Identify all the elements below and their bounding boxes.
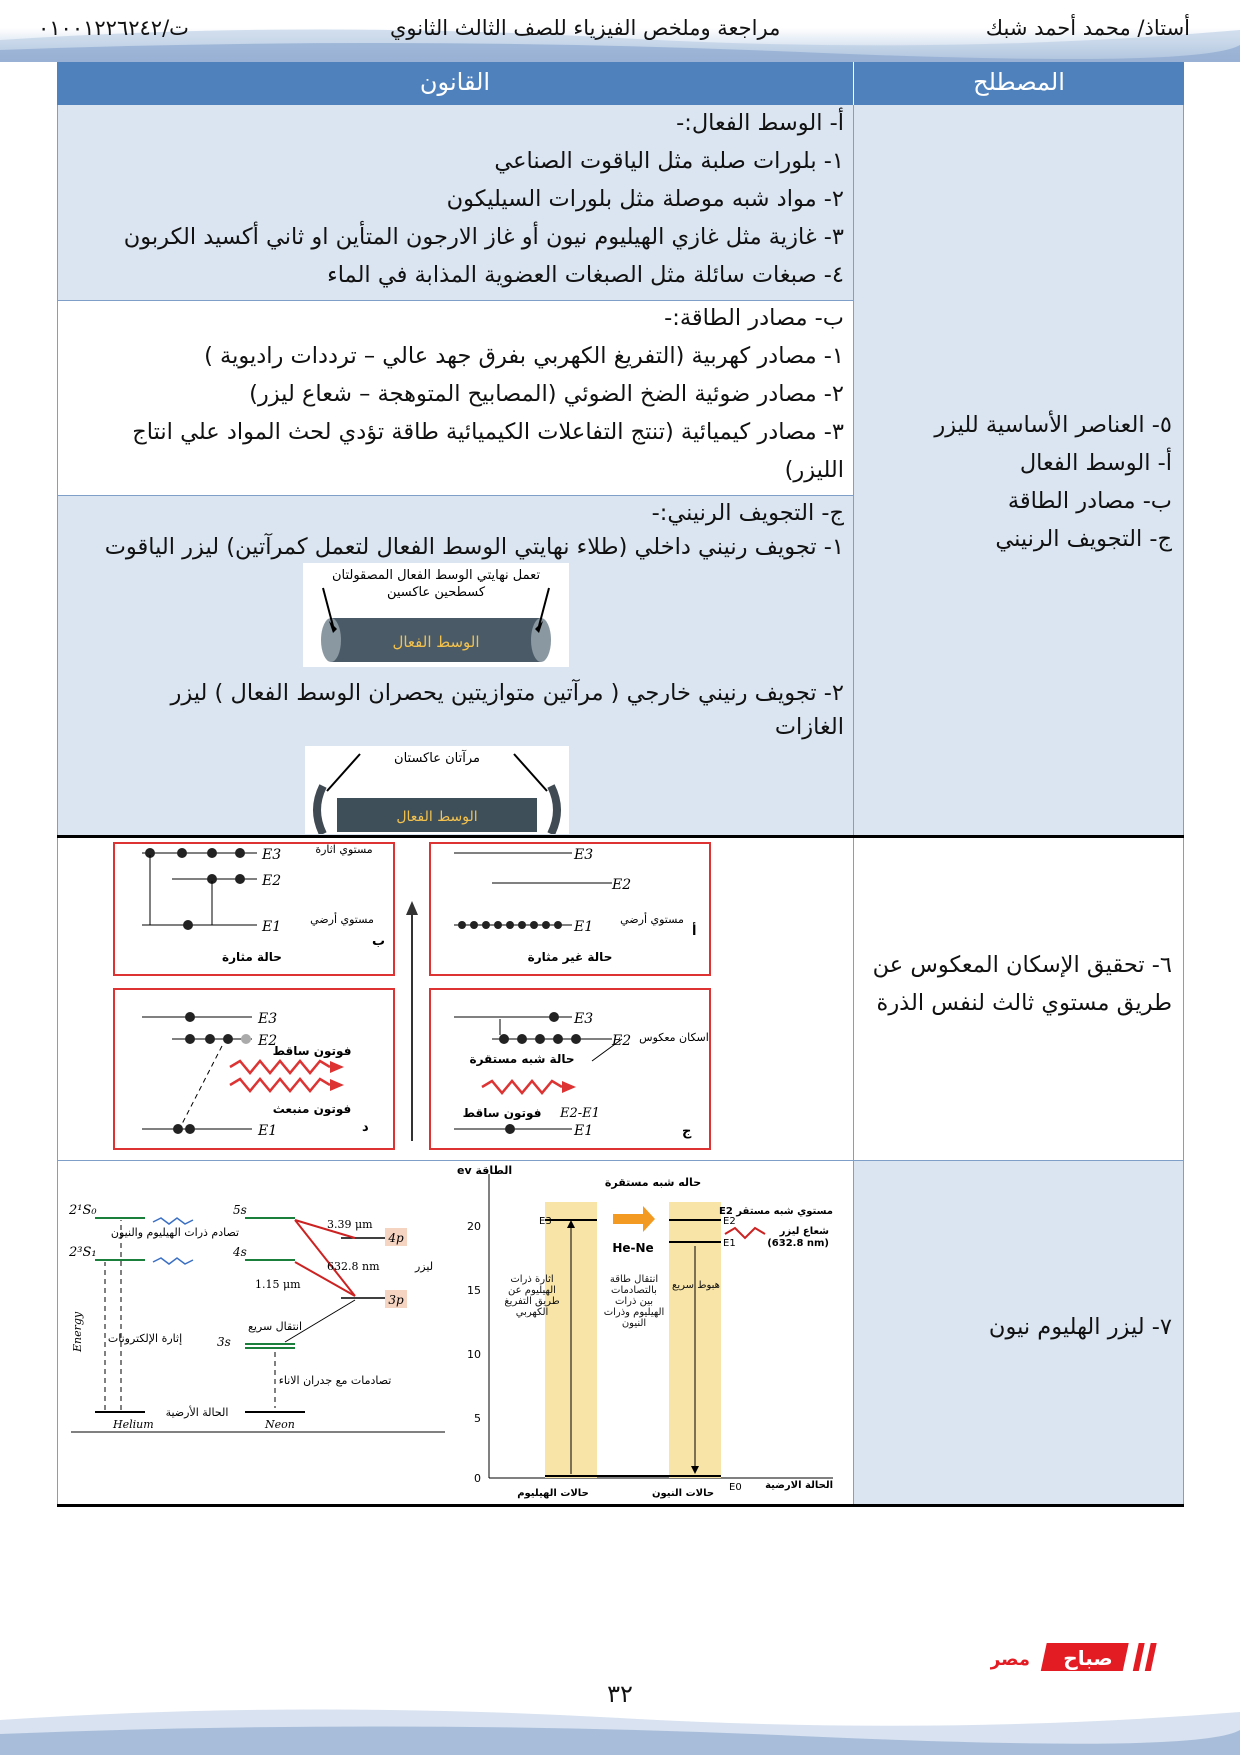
a-e3: E3 <box>574 847 594 863</box>
fig1-caption2: كسطحين عاكسين <box>386 585 486 600</box>
row5-c-item1: ١- تجويف رنيني داخلي (طلاء نهايتي الوسط الفعال لتعمل كمرآتين) ليزر الياقوت <box>104 534 844 560</box>
ne-3p: 3p <box>388 1293 404 1307</box>
fig1-label: الوسط الفعال <box>392 633 480 651</box>
page-number: ٣٢ <box>607 1680 633 1708</box>
b-e2: E2 <box>262 873 282 889</box>
row5-term-line: أ- الوسط الفعال <box>1019 450 1172 476</box>
row5-term-line: ج- التجويف الرنيني <box>995 526 1172 552</box>
tick: 5 <box>474 1412 481 1425</box>
c-inversion: اسكان معكوس <box>639 1031 709 1044</box>
ne-3s: 3s <box>217 1335 231 1349</box>
row6-bottom-border <box>57 1160 1184 1161</box>
row5-term-line: ب- مصادر الطاقة <box>1007 488 1172 514</box>
row5-b-item: ٣- مصادر كيميائية (تنتج التفاعلات الكيميائية طاقة تؤدي لحث المواد علي انتاج <box>132 419 844 445</box>
a-caption: حالة غير مثارة <box>527 950 613 964</box>
b-caption: حالة مثارة <box>222 950 282 964</box>
row7-bottom-border <box>57 1504 1184 1507</box>
energy-axis: Energy <box>71 1311 84 1352</box>
d-emitted: فوتون منبعث <box>272 1102 352 1116</box>
population-inversion-figure <box>112 841 847 1157</box>
ground-state: الحالة الأرضية <box>165 1406 229 1419</box>
col-term-header: المصطلح <box>973 68 1065 96</box>
row5-a-title: أ- الوسط الفعال:- <box>676 110 844 136</box>
c-incident: فوتون ساقط <box>462 1106 542 1120</box>
tick: 15 <box>467 1284 481 1297</box>
wl-339: 3.39 μm <box>327 1218 373 1231</box>
d-letter: د <box>362 1120 369 1135</box>
rf-e3: E3 <box>539 1216 552 1227</box>
b-ground: مستوي أرضي <box>310 913 374 926</box>
a-e2: E2 <box>612 877 632 893</box>
c-letter: ج <box>682 1124 692 1139</box>
d-e3: E3 <box>258 1011 278 1027</box>
table-header-row <box>57 62 1184 105</box>
fast-transition: انتقال سريع <box>247 1320 303 1333</box>
he-excite: إثارة الإلكترونات <box>107 1332 183 1345</box>
a-ground-atoms <box>458 921 562 929</box>
c-metastable: حالة شبه مستقرة <box>469 1052 575 1066</box>
ne-4s: 4s <box>233 1245 247 1259</box>
ev-label: ev الطاقة <box>457 1164 513 1177</box>
laser-label: ليزر <box>415 1260 434 1273</box>
beam-wl: (632.8 nm) <box>767 1238 829 1249</box>
a-ground: مستوي أرضي <box>620 913 684 926</box>
row5-a-item: ٤- صبغات سائلة مثل الصبغات العضوية المذابة في الماء <box>327 262 844 288</box>
row5-c-item2-line1: ٢- تجويف رنيني خارجي ( مرآتين متوازيتين يحصران الوسط الفعال ) ليزر <box>170 680 844 706</box>
b-e1: E1 <box>262 919 282 935</box>
helium-label: Helium <box>113 1418 154 1431</box>
table-left-edge <box>57 105 58 1505</box>
a-letter: أ <box>692 924 697 939</box>
row6-term-line1: ٦- تحقيق الإسكان المعكوس عن <box>872 952 1172 978</box>
row5-term-line: ٥- العناصر الأساسية لليزر <box>934 412 1172 438</box>
row5-c-item2-line2: الغازات <box>774 714 844 740</box>
row5-b-item: الليزر) <box>784 457 844 483</box>
row5-a-item: ٢- مواد شبه موصلة مثل بلورات السيليكون <box>446 186 844 212</box>
row5-divider-a <box>57 300 853 301</box>
row7-term: ٧- ليزر الهليوم نيون <box>988 1314 1172 1340</box>
row5-b-item: ١- مصادر كهربية (التفريغ الكهربي بفرق جهد عالي – ترددات راديوية ) <box>204 343 844 369</box>
c-e1: E1 <box>574 1123 594 1139</box>
row5-b-item: ٢- مصادر ضوئية الضخ الضوئي (المصابيح المتوهجة – شعاع ليزر) <box>249 381 844 407</box>
he-ne-label: He-Ne <box>612 1241 654 1255</box>
c-e3: E3 <box>574 1011 594 1027</box>
wall-collisions: تصادمات مع جدران الاناء <box>278 1374 392 1387</box>
hene-levels-figure <box>65 1162 445 1442</box>
rf-e1: E1 <box>723 1238 736 1249</box>
neon-label: Neon <box>265 1418 295 1431</box>
c-e21: E2-E1 <box>560 1106 600 1121</box>
b-excite: مستوي اثارة <box>315 843 373 856</box>
row6-term-line2: طريق مستوي ثالث لنفس الذرة <box>876 990 1172 1016</box>
internal-cavity-figure <box>303 563 569 667</box>
b-e3: E3 <box>262 847 282 863</box>
ne-5s: 5s <box>233 1203 247 1217</box>
c-e2: E2 <box>612 1033 632 1049</box>
meta-right: E2 مستوي شبه مستقر <box>719 1206 833 1217</box>
tick: 20 <box>467 1220 481 1233</box>
collision-label: تصادم ذرات الهيليوم والنيون <box>110 1226 240 1239</box>
d-e2: E2 <box>258 1033 278 1049</box>
d-e1: E1 <box>258 1123 278 1139</box>
external-cavity-figure <box>305 746 569 834</box>
ne-states: حالات النيون <box>651 1488 715 1499</box>
table-right-edge <box>1183 105 1184 1505</box>
he-s1: 2³S₁ <box>69 1245 97 1260</box>
wl-6328: 632.8 nm <box>327 1260 380 1273</box>
transfer-arrow <box>613 1206 655 1232</box>
he-states: حالات الهيليوم <box>517 1488 589 1499</box>
a-e1: E1 <box>574 919 594 935</box>
header-title: مراجعة وملخص الفيزياء للصف الثالث الثانوي <box>390 16 781 40</box>
fig2-label: الوسط الفعال <box>396 809 478 825</box>
tick: 0 <box>474 1472 481 1485</box>
rf-e2: E2 <box>723 1216 736 1227</box>
row5-c-title: ج- التجويف الرنيني:- <box>651 500 844 526</box>
b-letter: ب <box>372 934 386 949</box>
d-incident: فوتون ساقط <box>272 1044 352 1058</box>
rf-ground: الحالة الارضية <box>765 1480 833 1491</box>
row5-b-title: ب- مصادر الطاقة:- <box>664 305 844 331</box>
logo-text2: مصر <box>990 1649 1031 1670</box>
drop-label: هبوط سريع <box>672 1280 720 1291</box>
row5-bottom-border <box>57 835 1184 838</box>
logo-text: صباح <box>1063 1646 1113 1670</box>
panel-c <box>430 989 710 1149</box>
he-s0: 2¹S₀ <box>69 1203 97 1218</box>
column-divider <box>853 105 854 1505</box>
transfer-label: انتقال طاقة بالتصادمات بين ذرات الهيليوم وذرات النيون <box>603 1274 665 1329</box>
beam-label: شعاع ليزر <box>779 1226 829 1237</box>
fig1-caption1: تعمل نهايتي الوسط الفعال المصقولتان <box>331 568 541 583</box>
fig2-caption: مرآتان عاكستان <box>394 751 480 766</box>
meta-top: حاله شبه مستقرة <box>604 1176 702 1189</box>
header-phone: ت/٠١٠٠١٢٢٦٢٤٢ <box>38 16 189 40</box>
hene-energy-figure <box>453 1162 835 1502</box>
row5-a-item: ٣- غازية مثل غازي الهيليوم نيون أو غاز الارجون المتأين او ثاني أكسيد الكربون <box>123 224 844 250</box>
rf-e0: E0 <box>729 1482 742 1493</box>
site-logo <box>990 1637 1190 1677</box>
ne-4p: 4p <box>388 1231 404 1245</box>
law-table <box>57 62 1184 1607</box>
row5-a-item: ١- بلورات صلبة مثل الياقوت الصناعي <box>494 148 844 174</box>
tick: 10 <box>467 1348 481 1361</box>
excite-label: اثارة ذرات الهيليوم عن طريق التفريغ الكهربي <box>504 1274 560 1318</box>
col-law-header: القانون <box>419 68 491 96</box>
wl-115: 1.15 μm <box>255 1278 301 1291</box>
row5-divider-b <box>57 495 853 496</box>
header-teacher: أستاذ/ محمد أحمد شبك <box>985 16 1190 40</box>
